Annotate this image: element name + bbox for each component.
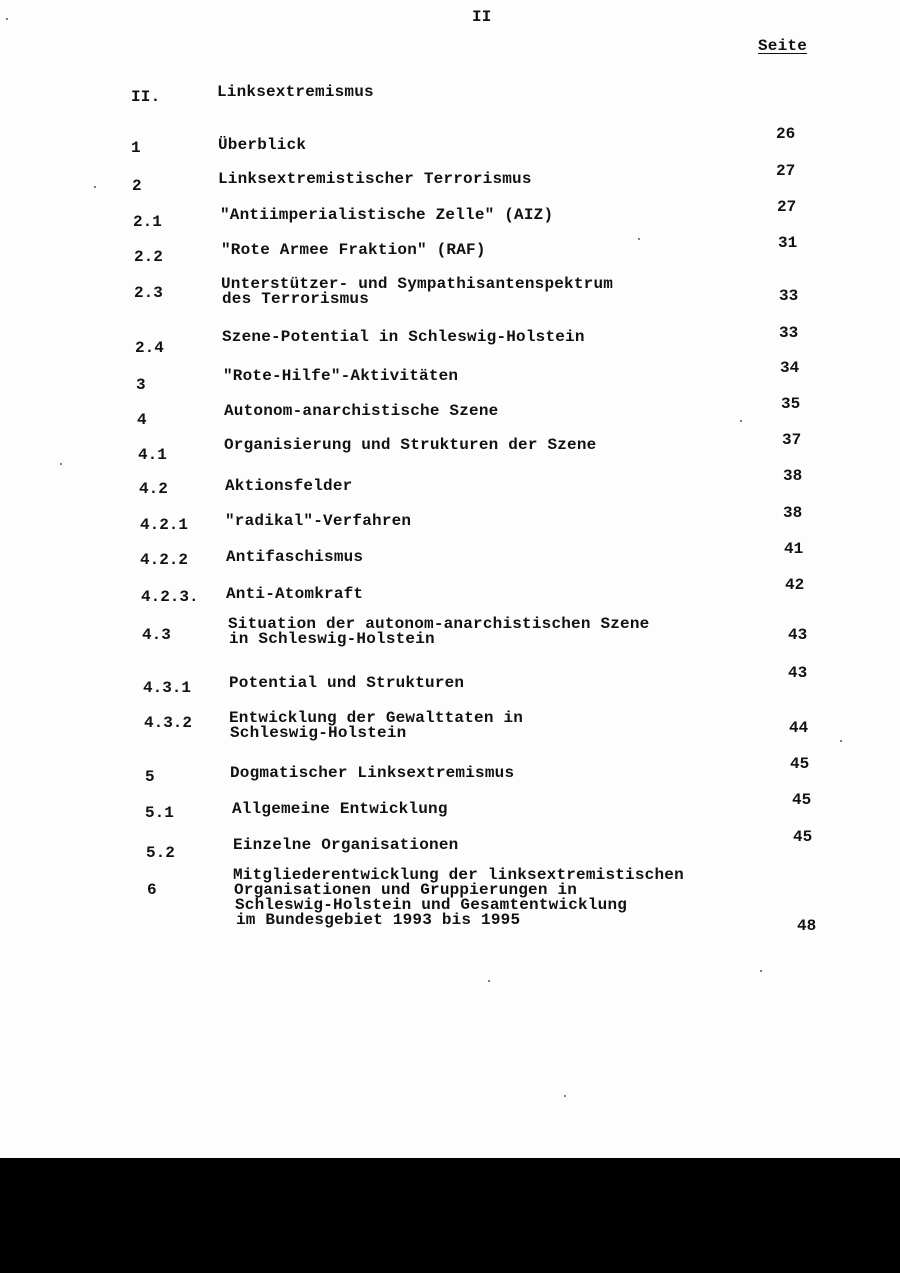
toc-entry-number: 2 (132, 177, 142, 195)
toc-entry-number: 2.3 (134, 284, 163, 302)
toc-entry-page: 45 (793, 828, 813, 846)
scan-speck (740, 420, 742, 422)
page-header: II (472, 8, 492, 26)
toc-entry-title: Dogmatischer Linksextremismus (230, 764, 515, 782)
toc-entry-title: Anti-Atomkraft (226, 585, 364, 603)
toc-entry-title: "Antiimperialistische Zelle" (AIZ) (220, 206, 554, 224)
toc-entry-title: des Terrorismus (222, 290, 370, 308)
toc-entry-page: 45 (792, 791, 812, 809)
toc-entry-page: 27 (777, 198, 797, 216)
toc-entry-title: Aktionsfelder (225, 477, 353, 495)
toc-entry-title: Entwicklung der Gewalttaten in (229, 709, 524, 727)
scan-speck (638, 238, 640, 240)
toc-entry-page: 41 (784, 540, 804, 558)
toc-entry-title: Situation der autonom-anarchistischen Szene (228, 615, 650, 633)
toc-entry-title: Schleswig-Holstein und Gesamtentwicklung (235, 896, 628, 914)
section-number: II. (131, 88, 161, 106)
scan-speck (840, 740, 842, 742)
toc-entry-title: Linksextremistischer Terrorismus (218, 170, 532, 188)
toc-entry-number: 5 (145, 768, 155, 786)
toc-entry-page: 33 (779, 324, 799, 342)
toc-entry-page: 43 (788, 626, 808, 644)
toc-entry-page: 27 (776, 162, 796, 180)
toc-entry-number: 4.3 (142, 626, 171, 644)
toc-entry-number: 4.2.2 (140, 551, 189, 569)
toc-entry-number: 4.2.3. (141, 588, 199, 606)
toc-entry-number: 2.2 (134, 248, 163, 266)
toc-entry-page: 44 (789, 719, 809, 737)
toc-entry-title: Unterstützer- und Sympathisantenspektrum (221, 275, 614, 293)
toc-entry-title: Organisationen und Gruppierungen in (234, 881, 578, 899)
toc-entry-page: 38 (783, 467, 803, 485)
toc-entry-number: 2.4 (135, 339, 164, 357)
toc-entry-page: 26 (776, 125, 796, 143)
toc-entry-title: "Rote Armee Fraktion" (RAF) (221, 241, 486, 259)
toc-entry-title: "radikal"-Verfahren (225, 512, 412, 530)
toc-entry-title: im Bundesgebiet 1993 bis 1995 (236, 911, 521, 929)
toc-entry-page: 42 (785, 576, 805, 594)
toc-entry-title: Schleswig-Holstein (230, 724, 407, 742)
toc-entry-page: 33 (779, 287, 799, 305)
toc-entry-page: 37 (782, 431, 802, 449)
toc-entry-page: 35 (781, 395, 801, 413)
toc-entry-page: 31 (778, 234, 798, 252)
toc-entry-number: 4.3.1 (143, 679, 192, 697)
toc-entry-title: "Rote-Hilfe"-Aktivitäten (223, 367, 459, 385)
scan-speck (60, 463, 62, 465)
scan-black-border (0, 1158, 900, 1273)
toc-entry-number: 4 (137, 411, 147, 429)
scan-speck (94, 186, 96, 188)
toc-entry-number: 2.1 (133, 213, 162, 231)
toc-entry-title: Autonom-anarchistische Szene (224, 402, 499, 420)
toc-entry-title: Potential und Strukturen (229, 674, 465, 692)
scan-speck (488, 980, 490, 982)
toc-entry-title: Überblick (218, 136, 307, 154)
toc-entry-title: Einzelne Organisationen (233, 836, 459, 854)
toc-entry-number: 4.3.2 (144, 714, 193, 732)
toc-entry-page: 34 (780, 359, 800, 377)
toc-entry-page: 43 (788, 664, 808, 682)
toc-entry-number: 5.1 (145, 804, 174, 822)
scan-speck (6, 18, 8, 20)
column-header-seite: Seite (758, 37, 808, 55)
toc-entry-title: Mitgliederentwicklung der linksextremistischen (233, 866, 684, 884)
toc-entry-number: 4.1 (138, 446, 167, 464)
scan-speck (564, 1095, 566, 1097)
toc-entry-number: 3 (136, 376, 146, 394)
toc-entry-number: 6 (147, 881, 157, 899)
toc-entry-number: 4.2 (139, 480, 168, 498)
toc-entry-title: Organisierung und Strukturen der Szene (224, 436, 597, 454)
toc-entry-number: 5.2 (146, 844, 175, 862)
toc-entry-page: 45 (790, 755, 810, 773)
toc-entry-title: in Schleswig-Holstein (229, 630, 435, 648)
toc-entry-page: 38 (783, 504, 803, 522)
toc-entry-page: 48 (797, 917, 817, 935)
toc-entry-title: Allgemeine Entwicklung (232, 800, 448, 818)
scan-speck (760, 970, 762, 972)
section-title: Linksextremismus (217, 83, 374, 101)
toc-entry-title: Antifaschismus (226, 548, 364, 566)
toc-entry-number: 1 (131, 139, 141, 157)
toc-entry-number: 4.2.1 (140, 516, 189, 534)
toc-entry-title: Szene-Potential in Schleswig-Holstein (222, 328, 585, 346)
